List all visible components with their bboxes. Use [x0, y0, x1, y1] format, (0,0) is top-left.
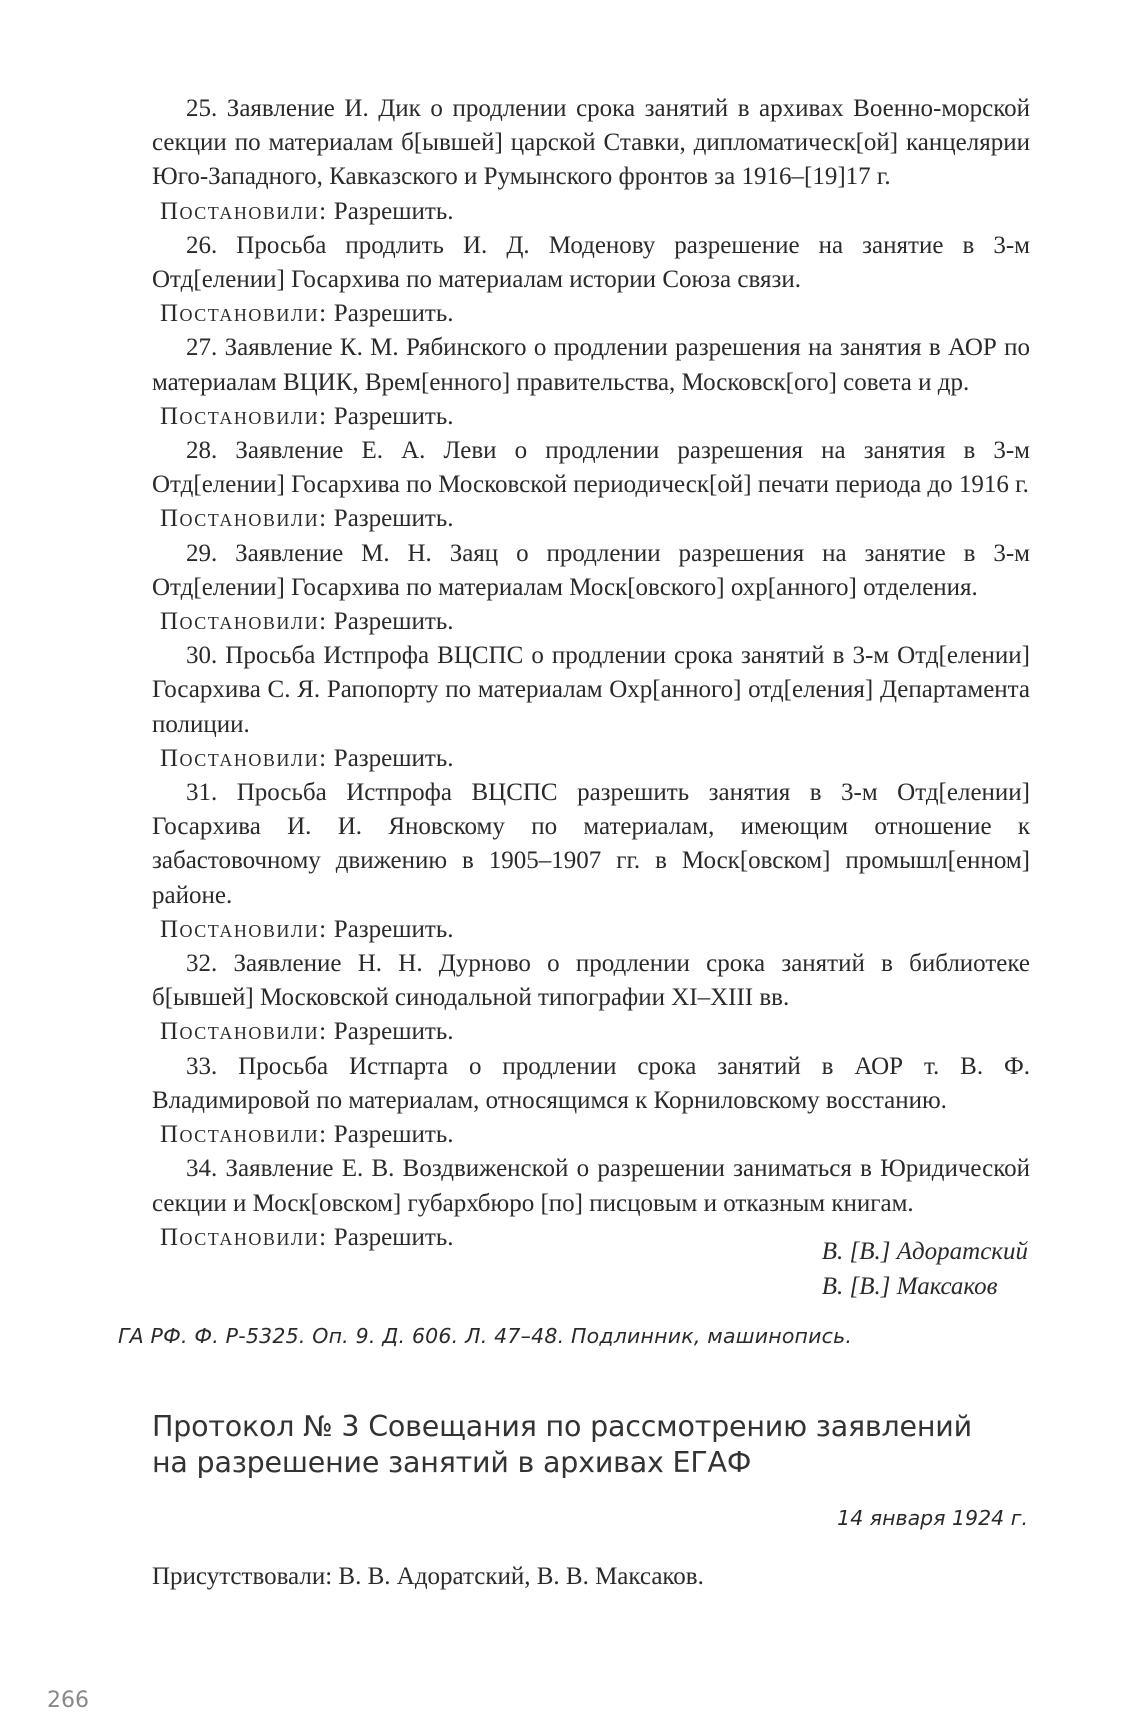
- decision-value: Разрешить.: [333, 402, 454, 430]
- entries-list: [152, 92, 1030, 1255]
- entry-text: 29. Заявление М. Н. Заяц о продлении разрешения на занятие в 3-м Отд[елении] Госархива по материалам Моск[овского] охр[анного] отделения.: [152, 539, 1030, 601]
- decision-value: Разрешить.: [333, 197, 454, 225]
- page-number: 266: [47, 1688, 89, 1713]
- entry-decision: [152, 1118, 1030, 1152]
- entry-decision: [152, 195, 1030, 229]
- entry-text: 31. Просьба Истпрофа ВЦСПС разрешить занятия в 3-м Отд[елении] Госархива И. И. Яновскому по материалам, имеющим отношение к забастовочному движению в 1905–1907 гг. в Моск[овском] промышл[енном] районе.: [152, 779, 1030, 909]
- decision-value: Разрешить.: [333, 505, 454, 533]
- decision-label: Постановили:: [160, 505, 328, 533]
- decision-value: Разрешить.: [333, 744, 454, 772]
- decision-value: Разрешить.: [333, 1018, 454, 1046]
- decision-label: Постановили:: [160, 1018, 328, 1046]
- decision-value: Разрешить.: [333, 1223, 454, 1251]
- signature: В. [В.] Максаков: [821, 1273, 998, 1300]
- entry: [152, 639, 1030, 776]
- entry-decision: [152, 1015, 1030, 1049]
- entry-text: 28. Заявление Е. А. Леви о продлении разрешения на занятия в 3-м Отд[елении] Госархива по Московской периодическ[ой] печати периода до 1916 г.: [152, 437, 1030, 499]
- decision-label: Постановили:: [160, 1223, 328, 1251]
- entry-decision: [152, 913, 1030, 947]
- decision-value: Разрешить.: [333, 1121, 454, 1149]
- entry: [152, 92, 1030, 229]
- decision-label: Постановили:: [160, 197, 328, 225]
- entry-text: 34. Заявление Е. В. Воздвиженской о разрешении заниматься в Юридической секции и Моск[овском] губархбюро [по] писцовым и отказным книгам.: [152, 1155, 1030, 1217]
- entry: [152, 331, 1030, 434]
- entry: [152, 537, 1030, 640]
- decision-label: Постановили:: [160, 402, 328, 430]
- entry: [152, 229, 1030, 332]
- decision-label: Постановили:: [160, 915, 328, 943]
- signatures: [822, 1234, 1028, 1304]
- entry-decision: [152, 742, 1030, 776]
- decision-value: Разрешить.: [333, 300, 454, 328]
- decision-label: Постановили:: [160, 300, 328, 328]
- entry-text: 25. Заявление И. Дик о продлении срока занятий в архивах Военно-морской секции по материалам б[ывшей] царской Ставки, дипломатическ[ой] канцелярии Юго-Западного, Кавказского и Румынского фронтов за 1916–[19]17 г.: [152, 95, 1030, 191]
- entry: [152, 1050, 1030, 1153]
- decision-value: Разрешить.: [333, 915, 454, 943]
- attendees-line: Присутствовали: В. В. Адоратский, В. В. Максаков.: [152, 1563, 704, 1590]
- entry: [152, 434, 1030, 537]
- entry-decision: [152, 605, 1030, 639]
- decision-label: Постановили:: [160, 608, 328, 636]
- entry-decision: [152, 297, 1030, 331]
- document-title: Протокол № 3 Совещания по рассмотрению заявлений на разрешение занятий в архивах ЕГАФ: [152, 1410, 972, 1479]
- entry-text: 32. Заявление Н. Н. Дурново о продлении срока занятий в библиотеке б[ывшей] Московской синодальной типографии XI–XIII вв.: [152, 950, 1030, 1012]
- decision-label: Постановили:: [160, 1121, 328, 1149]
- entry-text: 30. Просьба Истпрофа ВЦСПС о продлении срока занятий в 3-м Отд[елении] Госархива С. Я. Рапопорту по материалам Охр[анного] отд[еления] Департамента полиции.: [152, 642, 1030, 738]
- decision-label: Постановили:: [160, 744, 328, 772]
- entry-decision: [152, 400, 1030, 434]
- signature: В. [В.] Адоратский: [821, 1238, 1028, 1265]
- entry-text: 27. Заявление К. М. Рябинского о продлении разрешения на занятия в АОР по материалам ВЦИК, Врем[енного] правительства, Московск[ого] совета и др.: [152, 334, 1030, 396]
- archive-source-reference: ГА РФ. Ф. Р-5325. Оп. 9. Д. 606. Л. 47–48. Подлинник, машинопись.: [118, 1324, 853, 1348]
- decision-value: Разрешить.: [333, 608, 454, 636]
- entry-text: 33. Просьба Истпарта о продлении срока занятий в АОР т. В. Ф. Владимировой по материалам, относящимся к Корниловскому восстанию.: [152, 1052, 1030, 1114]
- entry-decision: [152, 502, 1030, 536]
- entry-text: 26. Просьба продлить И. Д. Моденову разрешение на занятие в 3-м Отд[елении] Госархива по материалам истории Союза связи.: [152, 231, 1030, 294]
- entry: [152, 947, 1030, 1050]
- entry: [152, 776, 1030, 947]
- document-date: 14 января 1924 г.: [837, 1506, 1028, 1530]
